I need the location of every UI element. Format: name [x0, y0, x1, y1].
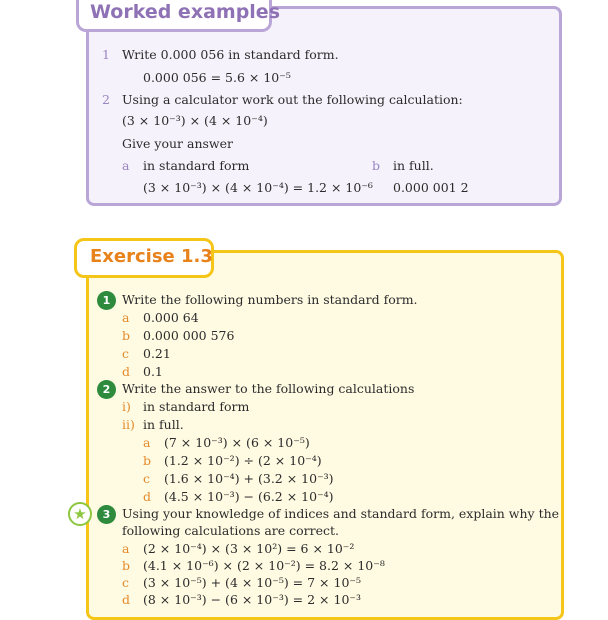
ex-q2-part-i-letter: i) — [122, 399, 131, 414]
exercise-title: Exercise 1.3 — [90, 246, 213, 267]
ex-q2-d-value: (4.5 × 10⁻³) − (6.2 × 10⁻⁴) — [164, 489, 334, 504]
ex-q2-a-value: (7 × 10⁻³) × (6 × 10⁻⁵) — [164, 435, 310, 450]
we-q1-text: Write 0.000 056 in standard form. — [122, 47, 339, 62]
ex-q3-number-badge: 3 — [97, 505, 116, 524]
ex-q3-d-letter: d — [122, 592, 131, 607]
ex-q1-b-value: 0.000 000 576 — [143, 328, 235, 343]
ex-q1-d-letter: d — [122, 364, 131, 379]
ex-q3-a-value: (2 × 10⁻⁴) × (3 × 10²) = 6 × 10⁻² — [143, 541, 355, 556]
we-q2-a-letter: a — [122, 158, 130, 173]
we-q2-number: 2 — [102, 92, 110, 107]
ex-q1-text: Write the following numbers in standard form. — [122, 292, 418, 307]
we-q2-b-answer: 0.000 001 2 — [393, 180, 469, 195]
we-q2-text: Using a calculator work out the following calculation: — [122, 92, 463, 107]
ex-q1-c-value: 0.21 — [143, 346, 171, 361]
ex-q2-b-value: (1.2 × 10⁻²) ÷ (2 × 10⁻⁴) — [164, 453, 322, 468]
ex-q2-text: Write the answer to the following calculations — [122, 381, 415, 396]
we-q1-answer: 0.000 056 = 5.6 × 10⁻⁵ — [143, 70, 291, 85]
we-q2-b-letter: b — [372, 158, 381, 173]
ex-q1-b-letter: b — [122, 328, 131, 343]
we-q2-a-label: in standard form — [143, 158, 250, 173]
ex-q3-c-value: (3 × 10⁻⁵) + (4 × 10⁻⁵) = 7 × 10⁻⁵ — [143, 575, 362, 590]
ex-q1-c-letter: c — [122, 346, 130, 361]
ex-q3-d-value: (8 × 10⁻³) − (6 × 10⁻³) = 2 × 10⁻³ — [143, 592, 362, 607]
ex-q3-c-letter: c — [122, 575, 130, 590]
we-q2-prompt: Give your answer — [122, 136, 233, 151]
ex-q1-a-value: 0.000 64 — [143, 310, 199, 325]
ex-q2-c-value: (1.6 × 10⁻⁴) + (3.2 × 10⁻³) — [164, 471, 334, 486]
we-q2-a-answer: (3 × 10⁻³) × (4 × 10⁻⁴) = 1.2 × 10⁻⁶ — [143, 180, 373, 195]
ex-q1-number-badge: 1 — [97, 291, 116, 310]
ex-q2-b-letter: b — [143, 453, 152, 468]
ex-q2-number-badge: 2 — [97, 380, 116, 399]
ex-q3-text-line2: following calculations are correct. — [122, 523, 340, 538]
ex-q2-d-letter: d — [143, 489, 152, 504]
ex-q1-d-value: 0.1 — [143, 364, 163, 379]
we-q2-calc: (3 × 10⁻³) × (4 × 10⁻⁴) — [122, 113, 268, 128]
ex-q2-part-ii-letter: ii) — [122, 417, 135, 432]
worked-examples-title: Worked examples — [90, 1, 280, 23]
challenge-star-icon: ★ — [68, 502, 92, 526]
ex-q3-text-line1: Using your knowledge of indices and standard form, explain why the — [122, 506, 560, 521]
ex-q2-part-ii-label: in full. — [143, 417, 184, 432]
ex-q3-b-letter: b — [122, 558, 131, 573]
we-q1-number: 1 — [102, 47, 110, 62]
ex-q1-a-letter: a — [122, 310, 130, 325]
we-q2-b-label: in full. — [393, 158, 434, 173]
ex-q2-a-letter: a — [143, 435, 151, 450]
ex-q2-c-letter: c — [143, 471, 151, 486]
ex-q3-b-value: (4.1 × 10⁻⁶) × (2 × 10⁻²) = 8.2 × 10⁻⁸ — [143, 558, 385, 573]
ex-q3-a-letter: a — [122, 541, 130, 556]
ex-q2-part-i-label: in standard form — [143, 399, 250, 414]
